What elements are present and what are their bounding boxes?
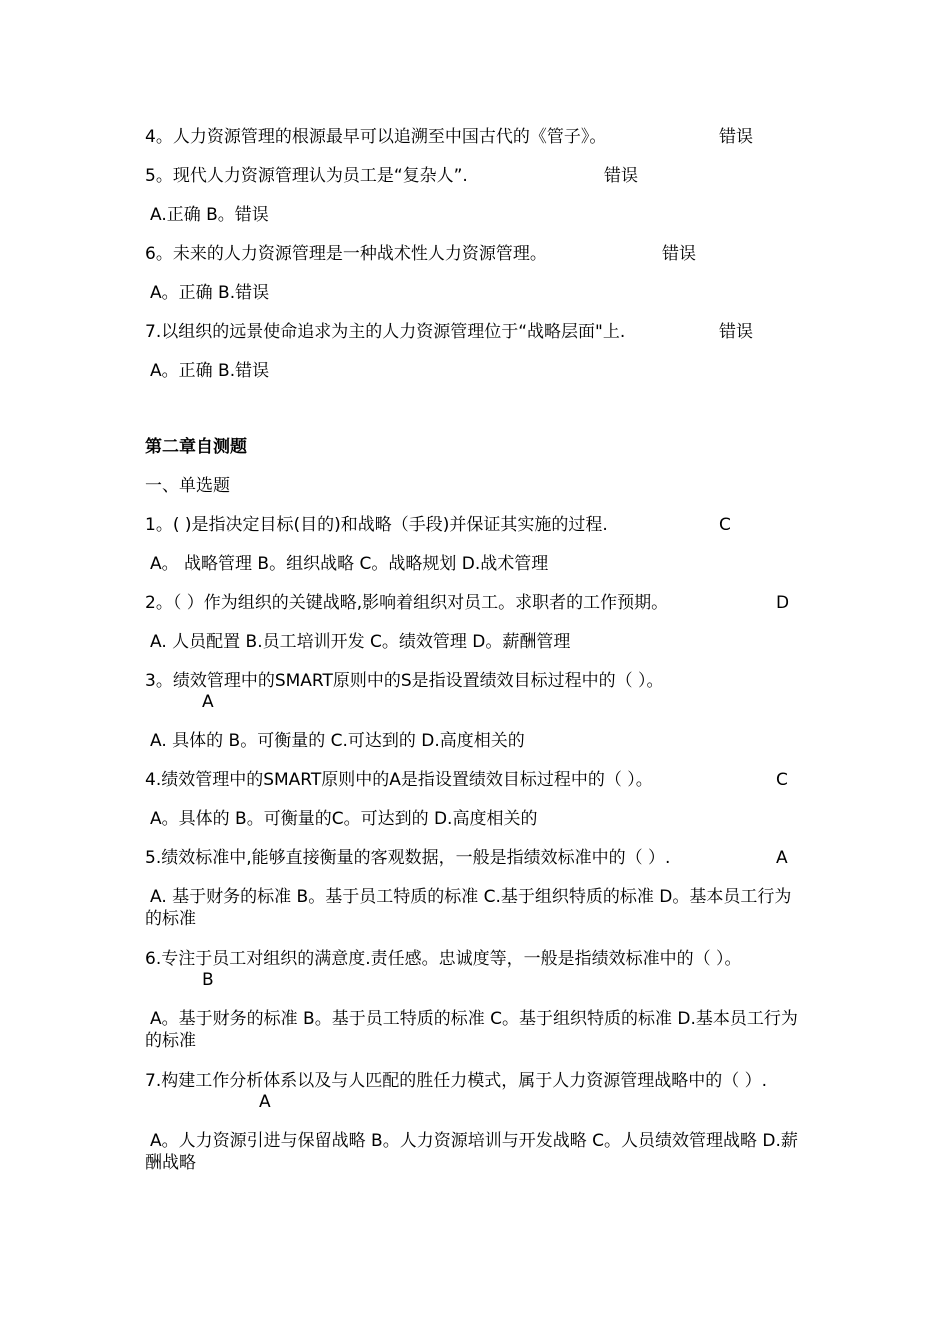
section-heading: 一、单选题 [145, 476, 230, 496]
answer-text: A [202, 692, 214, 712]
question-text: 7.以组织的远景使命追求为主的人力资源管理位于“战略层面"上. [145, 322, 626, 342]
options-text: A. 人员配置 B.员工培训开发 C。绩效管理 D。薪酬管理 [150, 632, 571, 652]
question-text: 7.构建工作分析体系以及与人匹配的胜任力模式，属于人力资源管理战略中的（ ）. [145, 1071, 768, 1091]
chapter-title: 第二章自测题 [145, 437, 247, 457]
options-text: A。具体的 B。可衡量的C。可达到的 D.高度相关的 [150, 809, 538, 829]
options-text: A. 具体的 B。可衡量的 C.可达到的 D.高度相关的 [150, 731, 525, 751]
question-text: 5。现代人力资源管理认为员工是“复杂人”. [145, 166, 468, 186]
question-text: 2。（ ）作为组织的关键战略,影响着组织对员工。求职者的工作预期。 [145, 593, 669, 613]
options-text: A。正确 B.错误 [150, 283, 270, 303]
options-text: A。正确 B.错误 [150, 361, 270, 381]
answer-text: 错误 [719, 127, 753, 147]
answer-text: C [719, 515, 731, 535]
answer-text: A [776, 848, 788, 868]
options-text: A。 战略管理 B。组织战略 C。战略规划 D.战术管理 [150, 554, 549, 574]
answer-text: 错误 [662, 244, 696, 264]
question-text: 5.绩效标准中,能够直接衡量的客观数据，一般是指绩效标准中的（ ）. [145, 848, 671, 868]
question-text: 4。人力资源管理的根源最早可以追溯至中国古代的《管子》。 [145, 127, 607, 147]
question-text: 6。未来的人力资源管理是一种战术性人力资源管理。 [145, 244, 547, 264]
options-text: A. 基于财务的标准 B。基于员工特质的标准 C.基于组织特质的标准 D。基本员工行为的标准 [145, 887, 792, 929]
answer-text: D [776, 593, 790, 613]
answer-text: 错误 [719, 322, 753, 342]
options-text: A。基于财务的标准 B。基于员工特质的标准 C。基于组织特质的标准 D.基本员工行为的标准 [145, 1009, 798, 1051]
answer-text: C [776, 770, 788, 790]
question-text: 3。绩效管理中的SMART原则中的S是指设置绩效目标过程中的（ ）。 [145, 671, 664, 691]
answer-text: A [259, 1092, 271, 1112]
question-text: 1。( )是指决定目标(目的)和战略（手段)并保证其实施的过程. [145, 515, 608, 535]
answer-text: 错误 [604, 166, 638, 186]
options-text: A。人力资源引进与保留战略 B。人力资源培训与开发战略 C。人员绩效管理战略 D.薪酬战略 [145, 1131, 798, 1173]
answer-text: B [202, 970, 214, 990]
question-text: 4.绩效管理中的SMART原则中的A是指设置绩效目标过程中的（ ）。 [145, 770, 653, 790]
options-text: A.正确 B。错误 [150, 205, 269, 225]
question-text: 6.专注于员工对组织的满意度.责任感。忠诚度等，一般是指绩效标准中的（ ）。 [145, 949, 742, 969]
